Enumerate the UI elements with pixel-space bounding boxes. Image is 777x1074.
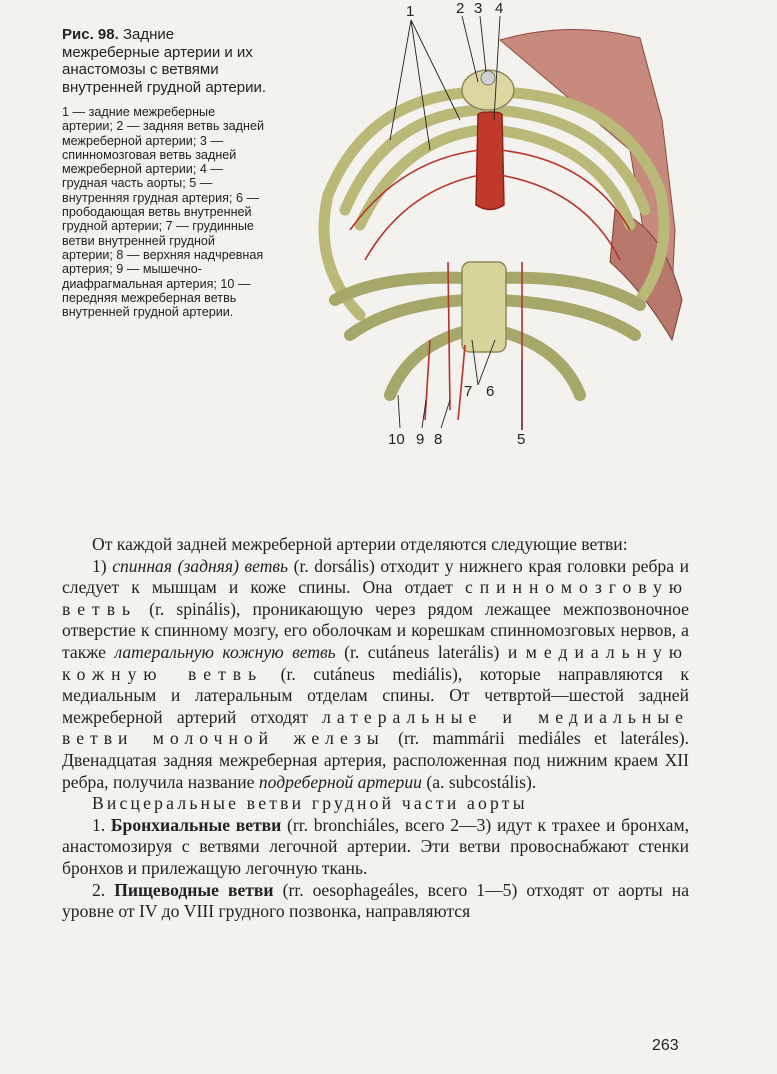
spinal-canal — [481, 71, 495, 85]
paragraph-esophageal — [62, 880, 689, 923]
text-run: (r. cutáneus laterális) и — [335, 641, 526, 662]
text-run: (a. subcostális). — [421, 771, 537, 792]
text-run: 2. — [92, 879, 115, 900]
term-bronchial-branches: Бронхиальные ветви — [110, 814, 282, 835]
term-spinal-branch: спинномозговую ветвь — [62, 577, 689, 619]
paragraph-1: От каждой задней межреберной артерии отделяются следующие ветви: — [92, 534, 628, 554]
text-run: 1) — [92, 555, 113, 576]
term-esophageal-branches: Пищеводные ветви — [114, 879, 274, 900]
term-lateral-cutaneous: латеральную кожную ветвь — [114, 641, 336, 662]
figure-title — [62, 26, 266, 96]
term-mammary-branches: латеральные и медиальные ветви молочной железы — [62, 706, 689, 749]
term-subcostal-artery: подреберной артерии — [258, 771, 422, 792]
paragraph-dorsal-branch — [62, 556, 689, 794]
text-run: (rr. mammárii mediáles et lateráles). Двенадцатая задняя межреберная артерия, расположенная под нижним краем XII ребра, получила название — [62, 728, 689, 792]
callout-5: 5 — [517, 431, 526, 448]
rib-cage-illustration — [290, 0, 770, 460]
callout-9: 9 — [416, 431, 425, 448]
callout-7: 7 — [464, 383, 473, 400]
sternum — [462, 262, 506, 352]
text-run: 1. — [92, 814, 111, 835]
callout-1: 1 — [406, 3, 415, 20]
term-dorsal-branch: спинная (задняя) ветвь — [112, 555, 289, 576]
text-run: (rr. oesophageáles, всего 1—5) отходят от аорты на уровне от IV до VIII грудного позвонка, направляются — [62, 879, 689, 922]
figure-legend: 1 — задние межреберные артерии; 2 — задняя ветвь задней межреберной артерии; 3 — спинномозговая ветвь задней межреберной артерии; 4 — грудная часть аорты; 5 — внутренняя грудная артерия; 6 — прободающая ветвь внутренней грудной артерии; 7 — грудинные ветви внутренней грудной артерии; 8 — верхняя надчревная артерия; 9 — мышечно-диафрагмальная артерия; 10 — передняя межреберная ветвь внутренней грудной артерии. — [62, 105, 265, 320]
paragraph-bronchial — [62, 815, 689, 880]
text-run: (r. spinális), проникающую через рядом лежащее межпозвоночное отверстие к спинному мозгу, его оболочкам и корешкам спинномозговых нервов, а также — [62, 598, 689, 662]
body-text — [62, 534, 689, 923]
figure-label: Рис. 98. — [62, 26, 119, 43]
callout-2: 2 — [456, 0, 465, 17]
text-run: (rr. bronchiáles, всего 2—3) идут к трахее и бронхам, анастомозируя с ветвями легочной артерии. Эти ветви провоснабжают стенки бронхов и прилежащую легочную ткань. — [62, 814, 689, 878]
text-run: (r. cutáneus mediális), которые направляются к медиальным и латеральным отделам спины. От четвртой—шестой задней межреберной артерий отходят — [62, 663, 689, 727]
callout-8: 8 — [434, 431, 443, 448]
thoracic-aorta — [476, 112, 504, 210]
callout-6: 6 — [486, 383, 495, 400]
rib-cage-drawing — [290, 0, 770, 460]
callout-3: 3 — [474, 0, 483, 17]
term-medial-cutaneous: медиальную кожную ветвь — [62, 641, 689, 684]
text-run: (r. dorsális) отходит у нижнего края головки ребра и следует к мышцам и коже спины. Она отдает — [62, 555, 689, 598]
figure-title-text: Задние межреберные артерии и их анастомозы с ветвями внутренней грудной артерии. — [62, 26, 267, 96]
callout-10: 10 — [388, 431, 405, 448]
page-number: 263 — [652, 1037, 679, 1054]
section-heading: Висцеральные ветви грудной части аорты — [92, 793, 528, 814]
figure-caption — [62, 26, 266, 319]
callout-4: 4 — [495, 0, 504, 17]
